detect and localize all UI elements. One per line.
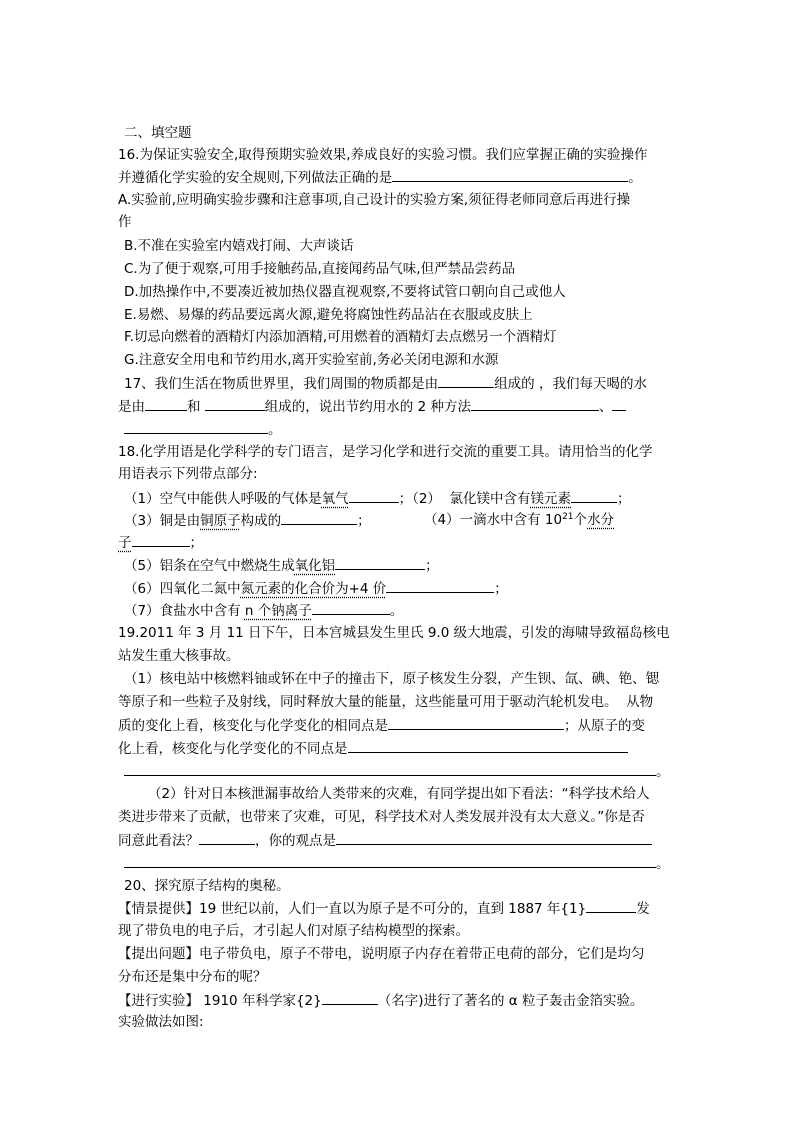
q20-experiment-line2: 实验做法如图: [118,1014,204,1030]
answer-blank[interactable] [124,420,268,434]
q19-part1-line4: 化上看，核变化与化学变化的不同点是 [118,739,628,758]
answer-blank[interactable] [586,899,636,913]
q18-item-5: （5）铝条在空气中燃烧生成氧化铝 ； [124,558,439,574]
answer-blank[interactable] [199,831,255,845]
answer-blank[interactable] [349,489,399,503]
answer-blank[interactable] [571,489,617,503]
q20-background-line1: 【情景提供】19 世纪以前，人们一直以为原子是不可分的，直到 1887 年{1} 发 [118,901,650,917]
q18-item-1-2: （1）空气中能供人呼吸的气体是氧气 ；（2） 氯化镁中含有镁元素 ； [124,491,631,507]
q16-option-e: E.易燃、易爆的药品要远离火源,避免将腐蚀性药品沾在衣服或皮肤上 [124,307,533,323]
q19-part2-line2: 类进步带来了贡献，也带来了灾难，可见，科学技术对人类发展并没有太大意义。”你是否 [118,809,645,825]
q20-background-line2: 现了带负电的电子后，才引起人们对原子结构模型的探索。 [118,923,469,939]
q20-stem: 20、探究原子结构的奥秘。 [124,878,290,894]
q19-part1-line1: （1）核电站中核燃料铀或钚在中子的撞击下，原子核发生分裂，产生钡、氙、碘、铯、锶 [124,671,660,687]
answer-blank[interactable] [145,397,187,411]
answer-blank[interactable] [132,533,190,547]
q18-stem-line1: 18.化学用语是化学科学的专门语言，是学习化学和进行交流的重要工具。请用恰当的化学 [118,444,653,460]
q19-stem-line1: 19.2011 年 3 月 11 日下午，日本宫城县发生里氏 9.0 级大地震，引发的海啸导致福岛核电 [118,625,670,641]
q18-stem-line2: 用语表示下列带点部分: [118,466,258,482]
answer-blank[interactable] [386,579,494,593]
q16-option-f: F.切忌向燃着的酒精灯内添加酒精,可用燃着的酒精灯去点燃另一个酒精灯 [124,329,557,345]
answer-blank[interactable] [348,739,628,753]
q20-question-line2: 分布还是集中分布的呢？ [118,969,267,985]
q16-option-g: G.注意安全用电和节约用水,离开实验室前,务必关闭电源和水源 [124,352,499,368]
answer-blank[interactable] [124,762,656,776]
answer-blank[interactable] [322,991,378,1005]
answer-blank[interactable] [312,601,390,615]
q19-part2-line1: （2）针对日本核泄漏事故给人类带来的灾难，有同学提出如下看法：“科学技术给人 [148,786,650,802]
q16-option-a-cont: 作 [118,214,132,230]
q17-line1: 17、我们生活在物质世界里，我们周围的物质都是由 组成的 ，我们每天喝的水 [124,376,647,392]
q16-option-c: C.为了便于观察,可用手接触药品,直接闻药品气味,但严禁品尝药品 [124,261,516,277]
q18-item-7: （7）食盐水中含有 n 个钠离子 。 [124,603,404,619]
q20-experiment-line1: 【进行实验】 1910 年科学家{2} （名字)进行了著名的 α 粒子轰击金箔实验。 [118,993,644,1009]
section-title: 二、填空题 [124,125,192,141]
answer-blank[interactable] [124,854,656,868]
q19-stem-line2: 站发生重大核事故。 [118,648,240,664]
answer-blank[interactable] [392,168,628,182]
answer-blank[interactable] [335,556,425,570]
q16-option-d: D.加热操作中,不要凑近被加热仪器直视观察,不要将试管口朝向自己或他人 [124,284,566,300]
q18-item-4: （4）一滴水中含有 $10^{21}$个水分 [424,512,615,528]
q18-item-3: （3）铜是由铜原子构成的 ； [124,513,371,529]
q19-part1-line2: 等原子和一些粒子及射线，同时释放大量的能量，这些能量可用于驱动汽轮机发电。 从物 [118,694,654,710]
q17-line2: 是由 和 组成的，说出节约用水的 2 种方法 、 [118,397,626,416]
answer-blank[interactable] [281,511,357,525]
q19-part2-line4: 。 [124,854,670,873]
answer-blank[interactable] [205,397,265,411]
answer-blank[interactable] [336,831,652,845]
answer-blank[interactable] [388,716,564,730]
q18-item-6: （6）四氧化二氮中氮元素的化合价为+4 价 ； [124,581,508,597]
answer-blank[interactable] [438,374,494,388]
q17-line3: 。 [124,420,282,439]
q19-part2-line3: 同意此看法？ ，你的观点是 [118,831,652,850]
q16-stem-line2: 并遵循化学实验的安全规则,下列做法正确的是 。 [118,170,642,186]
q20-question-line1: 【提出问题】电子带负电，原子不带电，说明原子内存在着带正电荷的部分，它们是均匀 [118,946,645,962]
q19-part1-line3: 质的变化上看，核变化与化学变化的相同点是 ；从原子的变 [118,718,645,734]
answer-blank[interactable] [471,397,599,411]
q19-part1-line5: 。 [124,762,670,781]
q18-item-4-cont: 子 ； [118,535,203,551]
q16-stem-line1: 16.为保证实验安全,取得预期实验效果,养成良好的实验习惯。我们应掌握正确的实验操作 [118,147,648,163]
answer-blank[interactable] [612,397,626,411]
q16-option-a: A.实验前,应明确实验步骤和注意事项,自己设计的实验方案,须征得老师同意后再进行操 [118,192,631,208]
q16-option-b: B.不准在实验室内嬉戏打闹、大声谈话 [124,238,354,254]
